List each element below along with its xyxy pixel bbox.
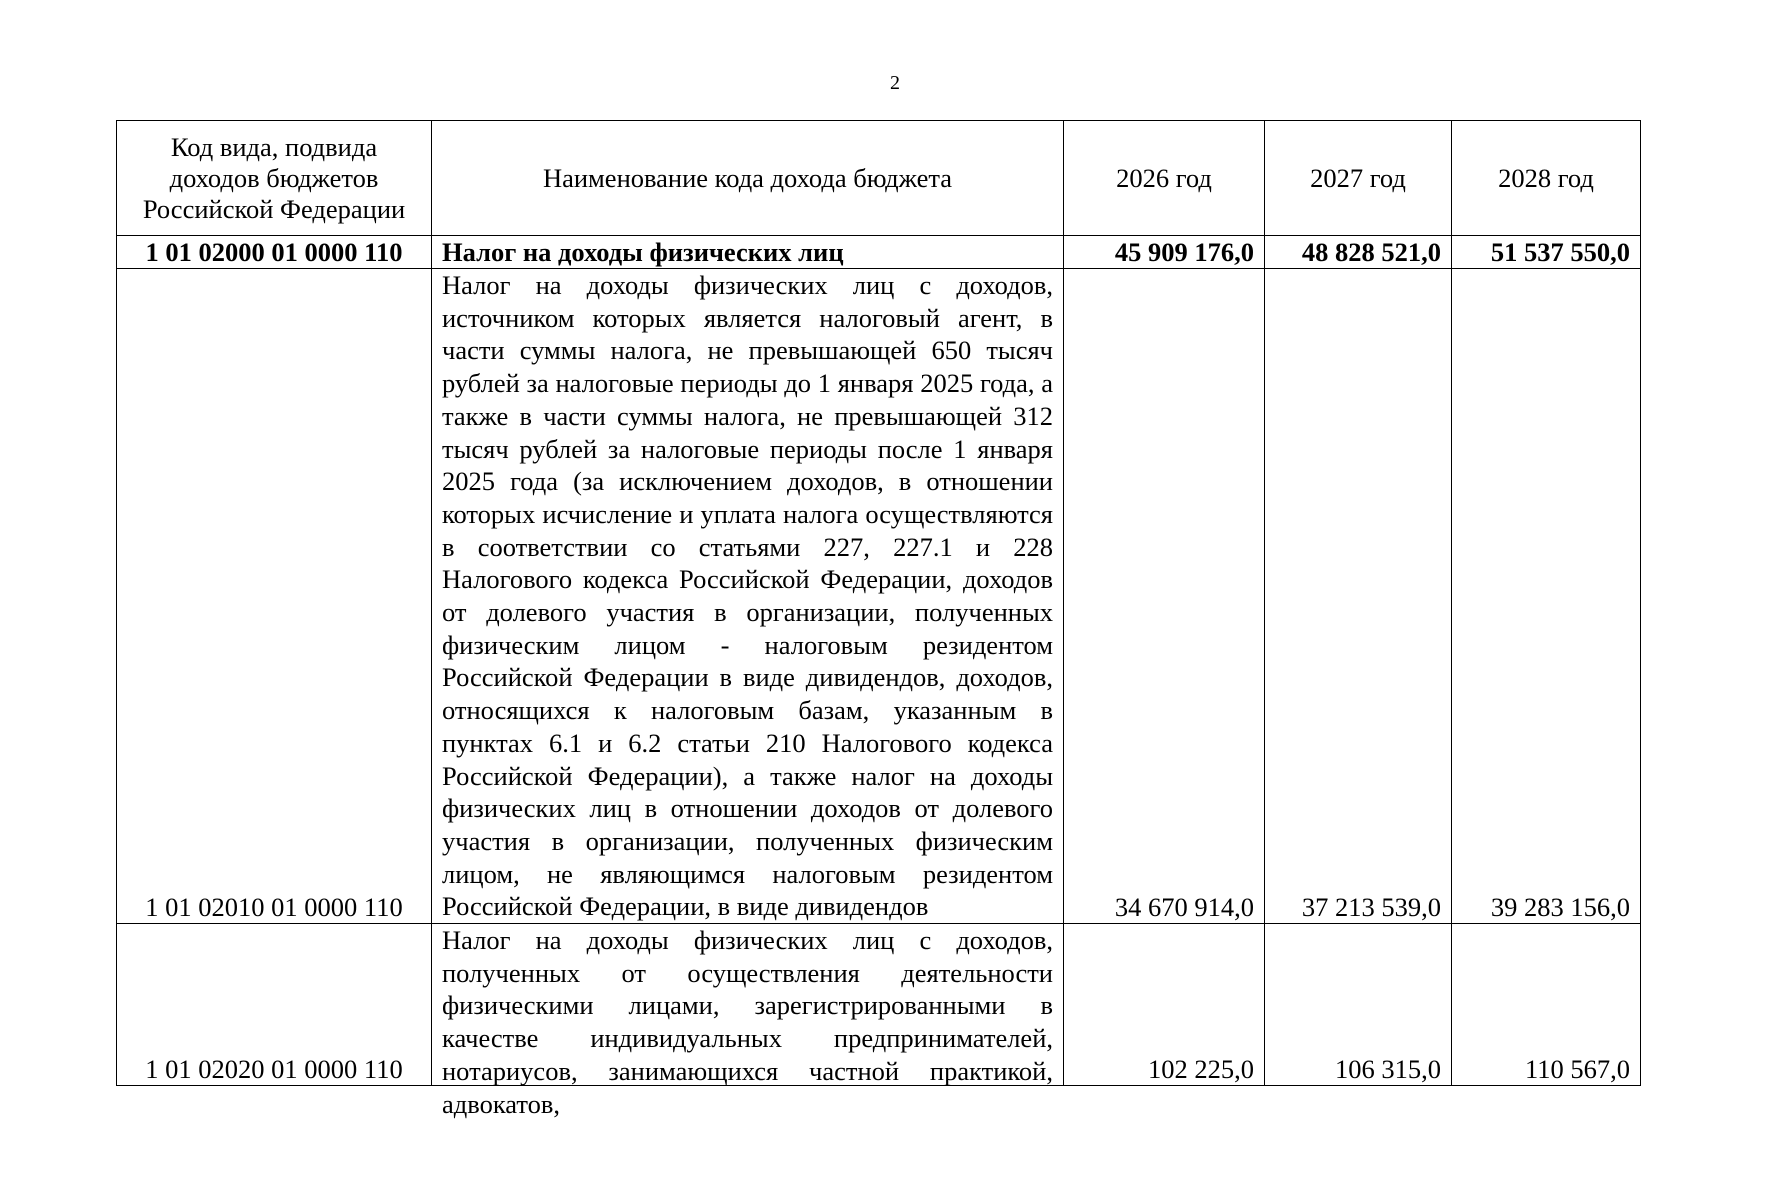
page-number: 2: [890, 72, 900, 94]
row-value-2026: 45 909 176,0: [1064, 236, 1265, 269]
row-name: Налог на доходы физических лиц с доходов, полученных от осуществления деятельности физическими лицами, зарегистрированными в качестве индивидуальных предпринимателей, нотариусов, занимающихся частной практикой, адвокатов,: [442, 925, 1053, 1119]
row-value-2027: 48 828 521,0: [1265, 236, 1452, 269]
row-code: 1 01 02010 01 0000 110: [117, 269, 432, 924]
row-value-2027: 37 213 539,0: [1265, 269, 1452, 924]
row-value-2026: 34 670 914,0: [1064, 269, 1265, 924]
row-name-cell: [432, 924, 1064, 1119]
table-header-row: [117, 121, 1641, 236]
table-row: [117, 924, 1641, 1086]
budget-revenue-table: [116, 120, 1641, 1119]
row-code: 1 01 02000 01 0000 110: [117, 236, 432, 269]
row-value-2027: 106 315,0: [1265, 924, 1452, 1086]
header-2027: 2027 год: [1265, 121, 1452, 236]
header-2026: 2026 год: [1064, 121, 1265, 236]
row-value-2026: 102 225,0: [1064, 924, 1265, 1086]
row-value-2028: 110 567,0: [1452, 924, 1641, 1086]
row-name: Налог на доходы физических лиц: [432, 236, 1064, 269]
row-name: Налог на доходы физических лиц с доходов, источником которых является налоговый агент, в части суммы налога, не превышающей 650 тысяч рублей за налоговые периоды до 1 января 2025 года, а также в части суммы налога, не превышающей 312 тысяч рублей за налоговые периоды после 1 января 2025 года (за исключением доходов, в отношении которых исчисление и уплата налога осуществляются в соответствии со статьями 227, 227.1 и 228 Налогового кодекса Российской Федерации, доходов от долевого участия в организации, полученных физическим лицом - налоговым резидентом Российской Федерации в виде дивидендов, доходов, относящихся к налоговым базам, указанным в пунктах 6.1 и 6.2 статьи 210 Налогового кодекса Российской Федерации), а также налог на доходы физических лиц в отношении доходов от долевого участия в организации, полученных физическим лицом, не являющимся налоговым резидентом Российской Федерации, в виде дивидендов: [432, 269, 1064, 924]
header-name: Наименование кода дохода бюджета: [432, 121, 1064, 236]
row-value-2028: 39 283 156,0: [1452, 269, 1641, 924]
header-2028: 2028 год: [1452, 121, 1641, 236]
row-code: 1 01 02020 01 0000 110: [117, 924, 432, 1086]
table-row: [117, 236, 1641, 269]
row-value-2028: 51 537 550,0: [1452, 236, 1641, 269]
header-code: Код вида, подвида доходов бюджетов Российской Федерации: [117, 121, 432, 236]
table-row: [117, 269, 1641, 924]
